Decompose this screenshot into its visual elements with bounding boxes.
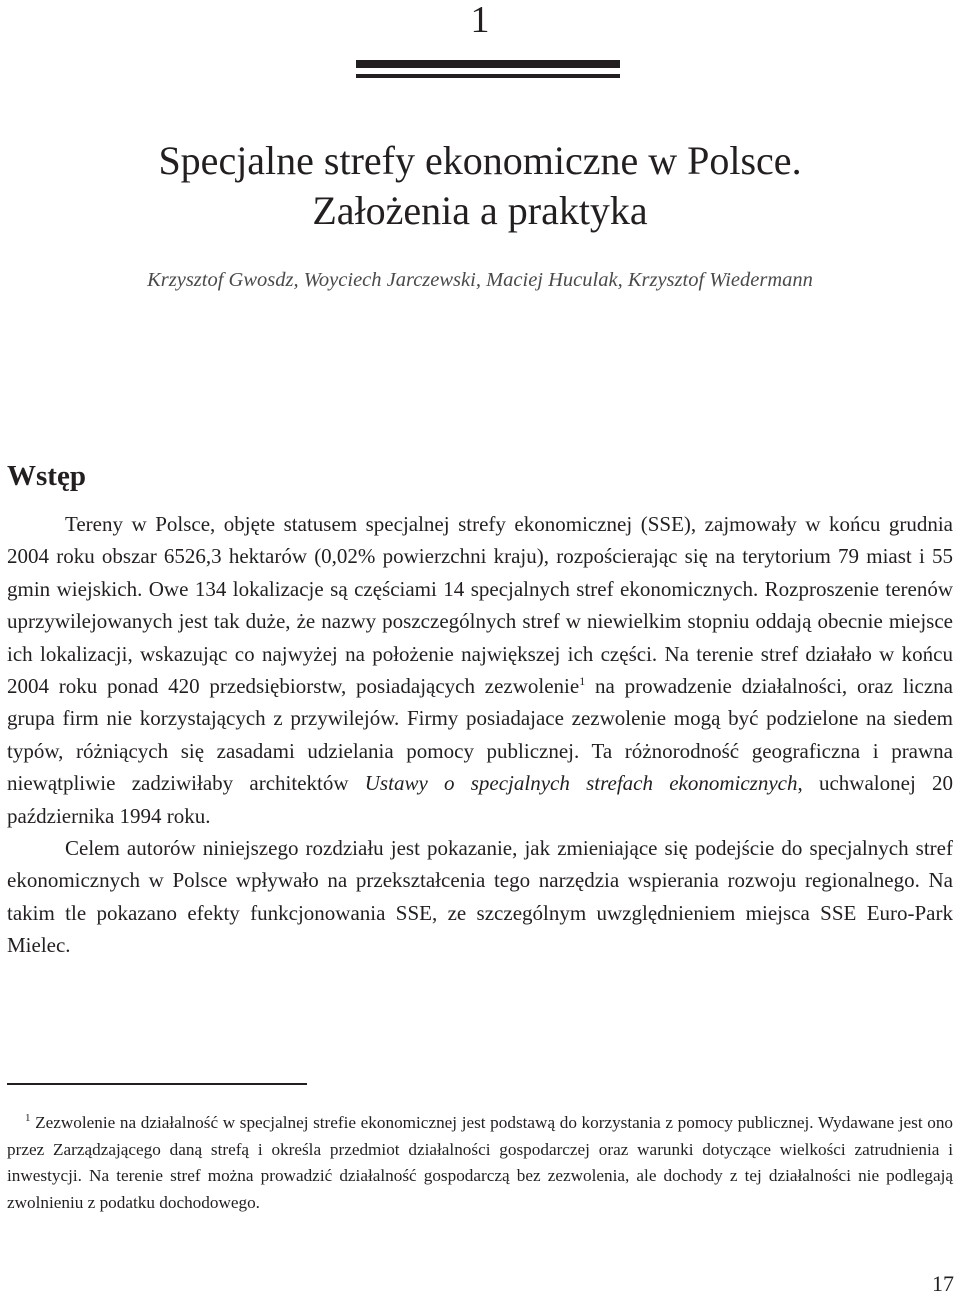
footnote-text: Zezwolenie na działalność w specjalnej strefie ekonomicznej jest podstawą do korzystania z pomocy publicznej. Wydawane jest ono przez Zarządzającego daną strefą i określa przedmiot działalności gospodarczej oraz warunki dotyczące wielkości zatrudnienia i inwestycji. Na terenie stref można prowadzić działalność gospodarczą bez zezwolenia, ale dochody z tej działalności nie podlegają zwolnieniu z podatku dochodowego. [7,1113,954,1212]
paragraph-1-text-c: , uchwalonej 20 października 1994 roku. [7,771,954,828]
chapter-number: 1 [470,0,490,41]
paragraph-1 [7,508,953,832]
chapter-authors: Krzysztof Gwosdz, Woyciech Jarczewski, Maciej Huculak, Krzysztof Wiedermann [147,269,813,291]
chapter-title-line-1: Specjalne strefy ekonomiczne w Polsce. [158,138,802,183]
chapter-title [0,136,960,236]
paragraph-2: Celem autorów niniejszego rozdziału jest pokazanie, jak zmieniające się podejście do specjalnych stref ekonomicznych w Polsce wpływało na przekształcenia tego narzędzia wspierania rozwoju regionalnego. Na takim tle pokazano efekty funkcjonowania SSE, ze szczególnym uwzględnieniem miejsca SSE Euro-Park Mielec. [7,836,953,958]
footnote-separator [7,1083,307,1085]
footnote-marker: 1 [25,1112,31,1124]
chapter-rule-thin [356,74,620,78]
chapter-title-line-2: Założenia a praktyka [312,188,648,233]
paragraph-1-text-b: na prowadzenie działalności, oraz liczna grupa firm nie korzystających z przywilejów. Firmy posiadajace zezwolenie mogą być podzielone na siedem typów, różniących się zasadami udzielania pomocy publicznej. Ta różnorodność geograficzna i prawna niewątpliwie zadziwiłaby architektów [7,674,953,796]
law-title: Ustawy o specjalnych strefach ekonomicznych [364,771,798,796]
page-number: 17 [932,1271,954,1296]
chapter-rule-thick [356,60,620,68]
section-heading: Wstęp [7,460,86,492]
footnote [7,1110,953,1216]
body-text [7,508,953,962]
paragraph-1-text-a: Tereny w Polsce, objęte statusem specjalnej strefy ekonomicznej (SSE), zajmowały w końcu grudnia 2004 roku obszar 6526,3 hektarów (0,02% powierzchni kraju), rozpościerając się na terytorium 79 miast i 55 gmin wiejskich. Owe 134 lokalizacje są częściami 14 specjalnych stref ekonomicznych. Rozproszenie terenów uprzywilejowanych jest tak duże, że nazwy poszczególnych stref w niewielkim stopniu oddają obecnie miejsce ich lokalizacji, wskazując co najwyżej na położenie największej ich części. Na terenie stref działało w końcu 2004 roku ponad 420 przedsiębiorstw, posiadających zezwolenie [7,512,953,699]
footnote-reference[interactable]: 1 [579,674,586,689]
